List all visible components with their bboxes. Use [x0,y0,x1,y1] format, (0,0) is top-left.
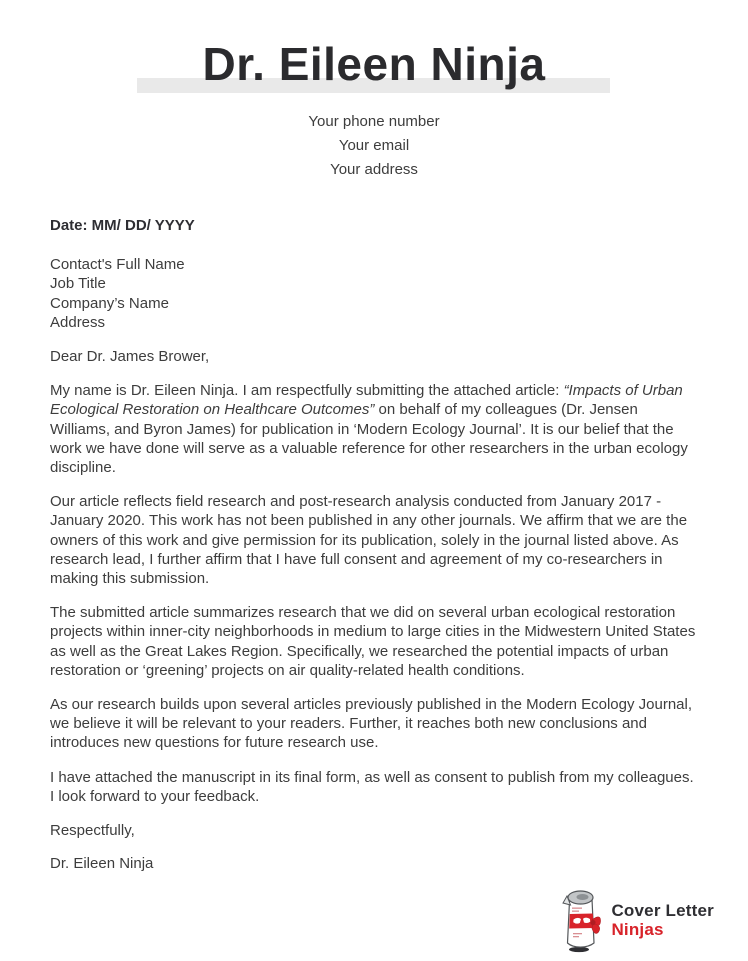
paragraph-relevance: As our research builds upon several articles previously published in the Modern Ecology Journal, we believe it will be relevant to your readers. Further, it reaches both new conclusions and introduces new questions for future research use. [50,696,693,752]
paragraph-1-continued: on behalf of my colleagues (Dr. Jensen Williams, and Byron James) for publication in ‘Modern Ecology Journal’. It is our belief that the work we have done will serve as a valuable reference for other researchers in the urban ecology discipline. [50,401,688,477]
brand-text [611,901,714,939]
ninja-scroll-icon [559,887,601,953]
paragraph-attachment-note: I have attached the manuscript in its final form, as well as consent to publish from my colleagues. I look forward to your feedback. [50,768,694,805]
article-title-italic: “Impacts of Urban Ecological Restoration on Healthcare Outcomes” [50,382,683,419]
contact-address-placeholder: Your address [330,161,418,178]
paragraph-article-summary: The submitted article summarizes research that we did on several urban ecological restoration projects within inner-city neighborhoods in medium to large cities in the Midwestern United States as well as the Great Lakes Region. Specifically, we researched the potential impacts of urban restoration or ‘greening’ projects on air quality-related health conditions. [50,604,696,679]
closing-line: Respectfully, [50,822,135,840]
letter-body [50,216,700,873]
cover-letter-ninjas-logo [559,887,714,953]
paragraph-introduction [50,381,700,477]
contact-info-block [0,110,748,182]
paragraph-1-text: My name is Dr. Eileen Ninja. I am respectfully submitting the attached article: [50,382,564,400]
letter-header [0,0,748,182]
contact-phone-placeholder: Your phone number [308,113,440,130]
recipient-full-name: Contact's Full Name [50,256,185,274]
recipient-address: Address [50,313,106,331]
brand-name-line1: Cover Letter [611,901,714,920]
recipient-block [50,255,700,332]
recipient-company: Company’s Name [50,294,169,312]
brand-name-line2: Ninjas [611,920,664,939]
applicant-name-title: Dr. Eileen Ninja [202,38,546,90]
paragraph-research-period: Our article reflects field research and post-research analysis conducted from January 2017 - January 2020. This work has not been published in any other journals. We affirm that we are the owners of this work and give permission for its publication, solely in the journal listed above. As research lead, I further affirm that I have full consent and agreement of my co-researchers in making this submission. [50,493,688,588]
recipient-job-title: Job Title [50,275,106,293]
salutation: Dear Dr. James Brower, [50,348,210,366]
signature-name: Dr. Eileen Ninja [50,855,154,873]
contact-email-placeholder: Your email [338,137,410,154]
date-line: Date: MM/ DD/ YYYY [50,217,195,234]
